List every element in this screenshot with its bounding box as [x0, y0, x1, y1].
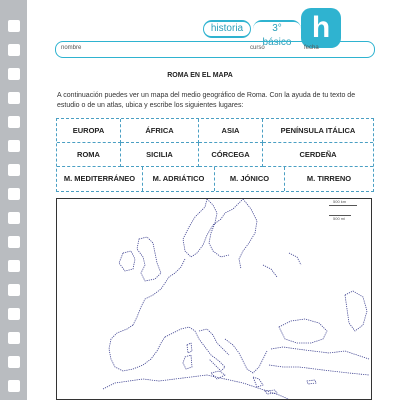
- student-info-bar: [55, 41, 375, 58]
- binder-strip: [0, 0, 27, 400]
- binder-hole: [8, 44, 20, 56]
- binder-hole: [8, 188, 20, 200]
- europe-outline-map: [56, 198, 372, 400]
- place-cell: CÓRCEGA: [199, 143, 263, 167]
- brand-logo: h: [301, 8, 341, 48]
- binder-hole: [8, 308, 20, 320]
- binder-hole: [8, 284, 20, 296]
- grade-badge: [253, 20, 301, 48]
- binder-hole: [8, 332, 20, 344]
- place-cell: CERDEÑA: [263, 143, 373, 167]
- binder-hole: [8, 140, 20, 152]
- binder-hole: [8, 212, 20, 224]
- course-label: curso: [250, 45, 265, 51]
- place-cell: M. MEDITERRÁNEO: [57, 167, 143, 191]
- place-cell: EUROPA: [57, 119, 121, 143]
- subject-label: historia: [204, 22, 250, 36]
- place-cell: ASIA: [199, 119, 263, 143]
- scale-mi-label: 500 mi: [333, 216, 346, 221]
- place-cell: M. ADRIÁTICO: [143, 167, 215, 191]
- binder-hole: [8, 236, 20, 248]
- scale-bar-km: [329, 205, 357, 206]
- binder-hole: [8, 92, 20, 104]
- place-cell: ROMA: [57, 143, 121, 167]
- binder-hole: [8, 260, 20, 272]
- places-grid: [56, 118, 374, 192]
- place-cell: M. TIRRENO: [306, 174, 352, 183]
- worksheet-title: ROMA EN EL MAPA: [167, 72, 233, 79]
- place-cell: ÁFRICA: [121, 119, 199, 143]
- map-scale: [329, 199, 363, 221]
- place-cell: SICILIA: [121, 143, 199, 167]
- grade-label: 3° básico: [253, 22, 301, 50]
- worksheet-intro: A continuación puedes ver un mapa del medio geográfico de Roma. Con la ayuda de tu texto de estudio o de un atlas, ubica y escribe los siguientes lugares:: [57, 92, 356, 109]
- subject-badge: [203, 20, 251, 38]
- binder-hole: [8, 356, 20, 368]
- binder-hole: [8, 20, 20, 32]
- binder-hole: [8, 380, 20, 392]
- map-outline: [57, 199, 372, 400]
- name-label: nombre: [61, 45, 82, 51]
- place-cell: PENÍNSULA ITÁLICA: [263, 119, 373, 143]
- binder-hole: [8, 116, 20, 128]
- scale-km-label: 500 km: [333, 199, 347, 204]
- binder-hole: [8, 164, 20, 176]
- date-label: fecha: [304, 45, 319, 51]
- place-cell: M. JÓNICO: [215, 167, 285, 191]
